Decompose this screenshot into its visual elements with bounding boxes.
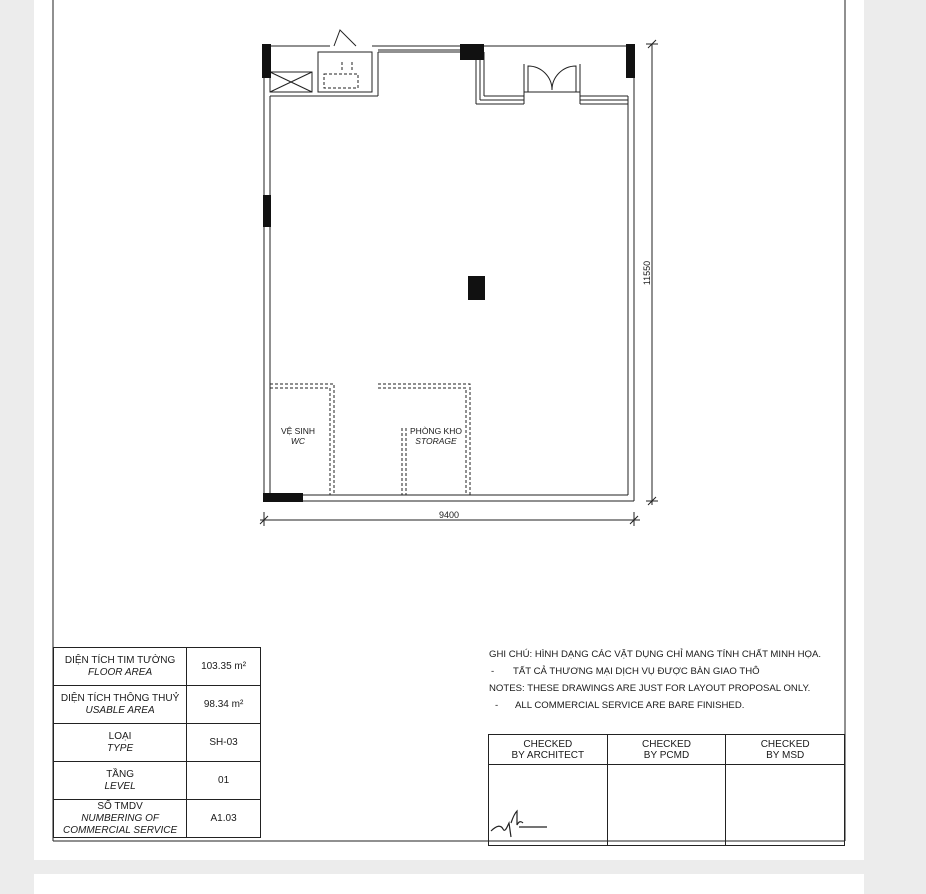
width-dimension: 9400: [438, 510, 460, 520]
room-label-wc-en: WC: [290, 436, 306, 446]
table-row: [54, 762, 261, 800]
label-en: TYPE: [107, 742, 134, 754]
column-center: [468, 276, 485, 300]
note-en-main: NOTES: THESE DRAWINGS ARE JUST FOR LAYOUT PROPOSAL ONLY.: [489, 683, 811, 694]
door-swing-right: [552, 66, 576, 92]
label-en: FLOOR AREA: [88, 666, 153, 678]
note-vn-bullet: TẤT CẢ THƯƠNG MẠI DỊCH VỤ ĐƯỢC BÀN GIAO THÔ: [513, 666, 760, 677]
approval-table: [488, 734, 845, 846]
door-swing-left: [528, 66, 552, 92]
label-en: NUMBERING OF COMMERCIAL SERVICE: [63, 812, 178, 836]
check-line1: CHECKED: [760, 738, 810, 750]
label-vn: LOẠI: [108, 730, 132, 742]
label-cell: [54, 686, 187, 724]
note-en-bullet: ALL COMMERCIAL SERVICE ARE BARE FINISHED.: [515, 700, 745, 711]
label-cell: [54, 724, 187, 762]
bullet-mark: -: [491, 666, 495, 677]
column: [460, 44, 484, 60]
table-row: [489, 735, 845, 765]
notes-block: [489, 646, 849, 714]
table-row: [489, 765, 845, 846]
room-label-storage-en: STORAGE: [415, 436, 457, 446]
label-vn: DIỆN TÍCH TIM TƯỜNG: [64, 654, 176, 666]
sink-icon: [324, 74, 358, 88]
check-line1: CHECKED: [523, 738, 573, 750]
value-cell: 01: [187, 762, 261, 800]
label-cell: [54, 800, 187, 838]
value-cell: SH-03: [187, 724, 261, 762]
value-cell: A1.03: [187, 800, 261, 838]
room-label-wc-vn: VỆ SINH: [280, 426, 316, 436]
label-vn: DIỆN TÍCH THÔNG THUỶ: [60, 692, 180, 704]
column: [263, 195, 271, 227]
check-header-msd: [726, 735, 845, 765]
table-row: [54, 686, 261, 724]
check-line2: BY ARCHITECT: [511, 749, 585, 761]
column: [626, 44, 635, 78]
label-vn: TẦNG: [106, 768, 134, 780]
note-vn-main: GHI CHÚ: HÌNH DẠNG CÁC VẬT DỤNG CHỈ MANG TÍNH CHẤT MINH HỌA.: [489, 649, 822, 660]
value-cell: 98.34 m²: [187, 686, 261, 724]
value-cell: 103.35 m²: [187, 648, 261, 686]
room-label-storage-vn: PHÒNG KHO: [410, 426, 462, 436]
label-cell: [54, 648, 187, 686]
note-vn-bullet-row: [489, 663, 849, 680]
note-en-bullet-row: [489, 697, 849, 714]
label-vn: SỐ TMDV: [97, 800, 143, 812]
check-line1: CHECKED: [642, 738, 691, 750]
signature: [489, 803, 559, 843]
label-cell: [54, 762, 187, 800]
column: [263, 493, 303, 502]
check-line2: BY MSD: [766, 749, 805, 761]
bullet-mark: -: [495, 700, 499, 711]
table-row: [54, 648, 261, 686]
signature-cell-pcmd: [607, 765, 726, 846]
signature-cell-msd: [726, 765, 845, 846]
height-dimension: 11550: [642, 260, 652, 286]
entry-door: [334, 30, 356, 46]
check-line2: BY PCMD: [643, 749, 690, 761]
check-header-architect: [489, 735, 608, 765]
table-row: [54, 800, 261, 838]
label-en: USABLE AREA: [85, 704, 155, 716]
label-en: LEVEL: [104, 780, 136, 792]
signature-cell-architect: [489, 765, 608, 846]
column: [262, 44, 271, 78]
info-table: [53, 647, 261, 838]
table-row: [54, 724, 261, 762]
check-header-pcmd: [607, 735, 726, 765]
